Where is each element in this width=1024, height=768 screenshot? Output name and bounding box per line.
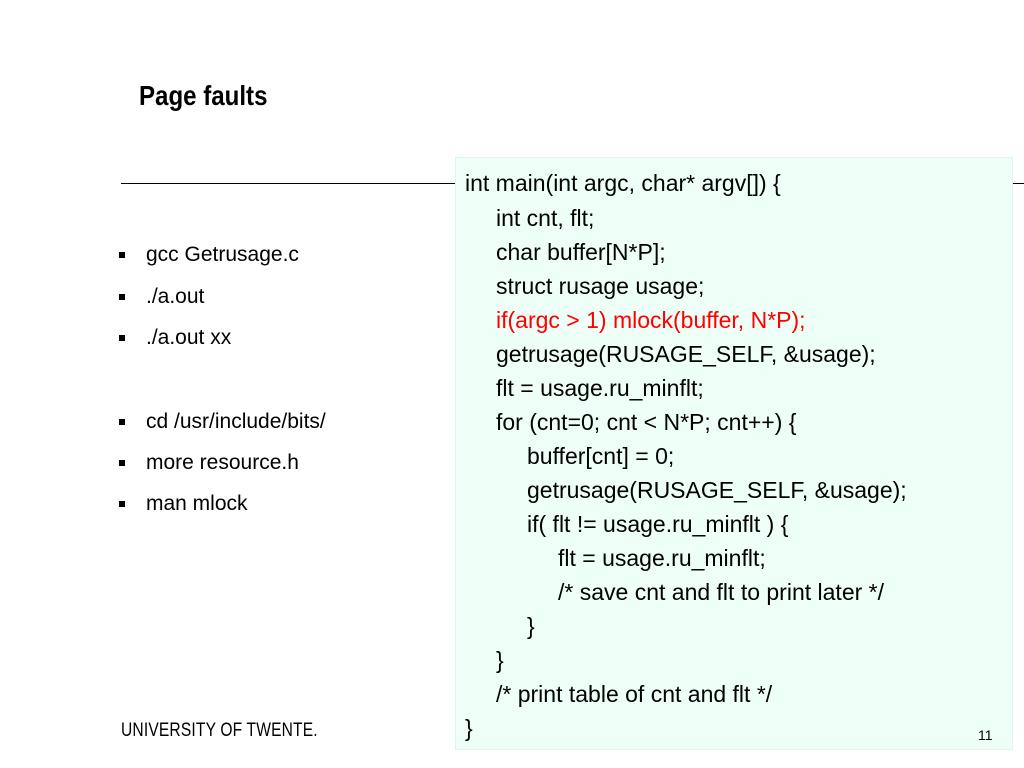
slide-title: Page faults: [139, 80, 268, 111]
code-line: }: [527, 613, 535, 639]
bullet-square-icon: [119, 294, 125, 300]
bullet-square-icon: [119, 460, 125, 466]
code-line: if( flt != usage.ru_minflt ) {: [527, 511, 789, 537]
code-line: }: [496, 647, 504, 673]
code-line: buffer[cnt] = 0;: [527, 443, 675, 469]
code-line: for (cnt=0; cnt < N*P; cnt++) {: [496, 409, 797, 435]
code-line: /* print table of cnt and flt */: [496, 681, 773, 707]
code-line: flt = usage.ru_minflt;: [558, 545, 766, 571]
code-line: flt = usage.ru_minflt;: [496, 375, 704, 401]
bullet-square-icon: [119, 501, 125, 507]
code-block: [455, 157, 1013, 750]
code-line: /* save cnt and flt to print later */: [558, 579, 884, 605]
code-line: int main(int argc, char* argv[]) {: [465, 170, 781, 196]
code-line-highlighted: if(argc > 1) mlock(buffer, N*P);: [496, 307, 806, 333]
code-line: getrusage(RUSAGE_SELF, &usage);: [527, 477, 907, 503]
code-line: getrusage(RUSAGE_SELF, &usage);: [496, 341, 876, 367]
university-logo: UNIVERSITY OF TWENTE.: [121, 720, 318, 741]
code-line: char buffer[N*P];: [496, 239, 666, 265]
code-line: int cnt, flt;: [496, 205, 595, 231]
code-line: struct rusage usage;: [496, 273, 705, 299]
bullet-square-icon: [119, 252, 125, 258]
code-line: }: [465, 715, 473, 741]
page-number: 11: [978, 727, 993, 743]
bullet-square-icon: [119, 335, 125, 341]
bullet-square-icon: [119, 419, 125, 425]
